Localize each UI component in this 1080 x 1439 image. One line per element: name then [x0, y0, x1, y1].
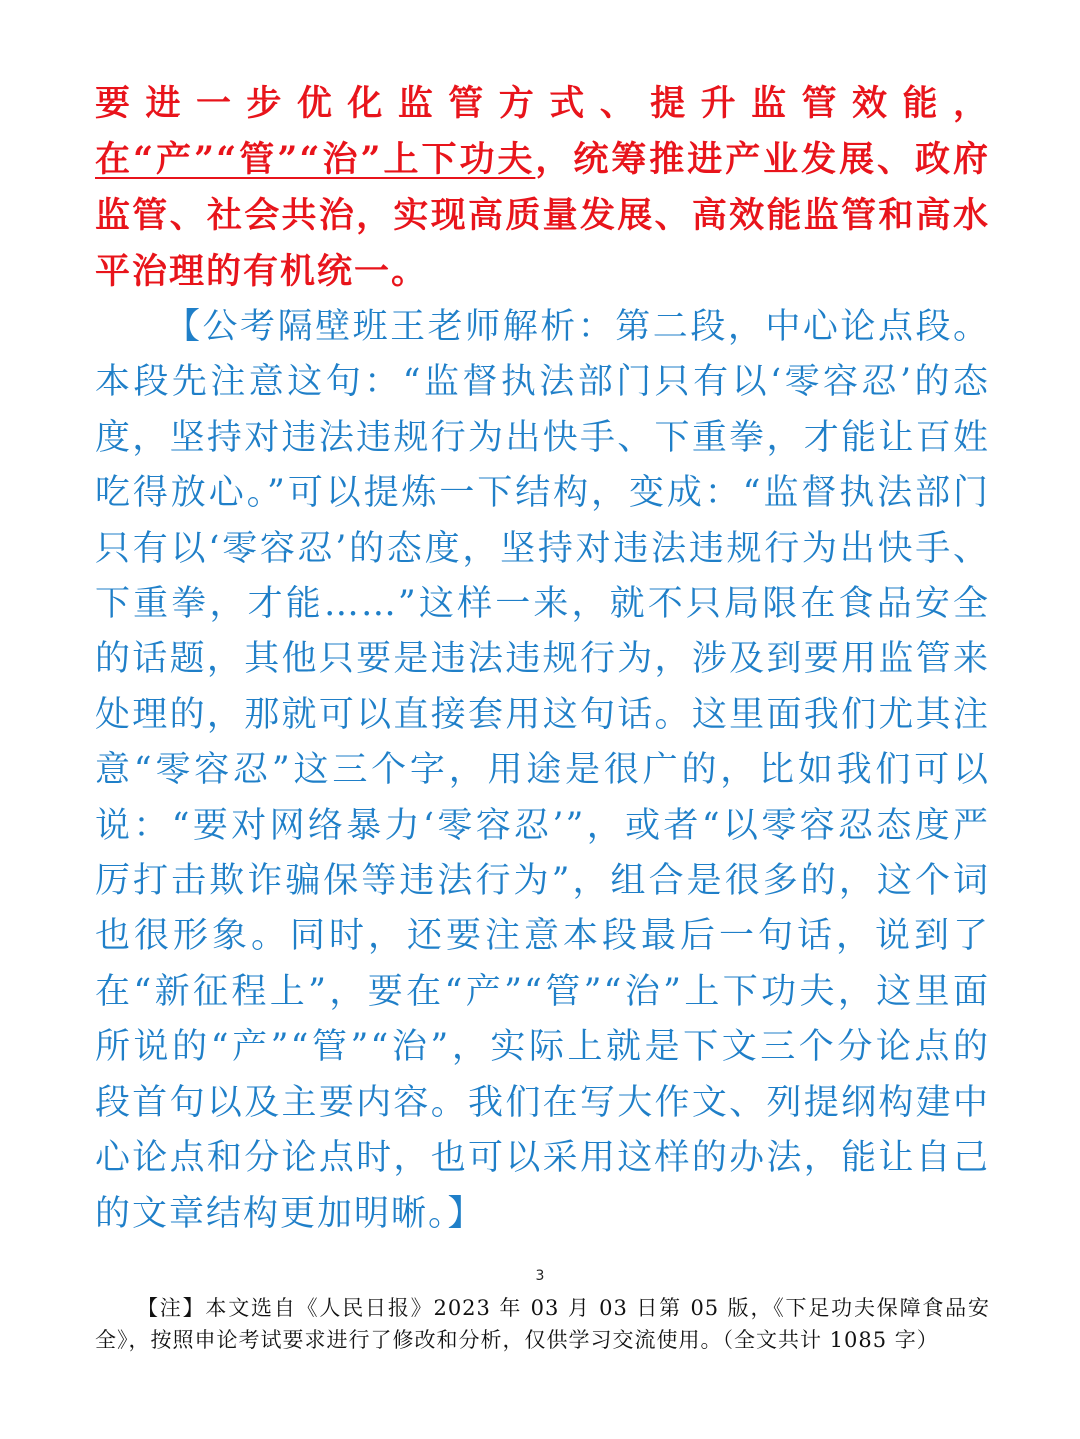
red-underlined-text: 在“产”“管”“治”上下功夫	[95, 139, 536, 180]
red-text-before: 要进一步优化监管方式、提升监管效能，	[95, 83, 990, 124]
red-text-after: ，统筹推进产业发展、政府监管、社会共治，实现高质量发展、高效能监管和高水平治理的有机统一。	[95, 139, 990, 292]
analysis-paragraph: 【公考隔壁班王老师解析：第二段，中心论点段。本段先注意这句：“监督执法部门只有以‘零容忍’的态度，坚持对违法违规行为出快手、下重拳，才能让百姓吃得放心。”可以提炼一下结构，变成：“监督执法部门只有以‘零容忍’的态度，坚持对违法违规行为出快手、下重拳，才能……”这样一来，就不只局限在食品安全的话题，其他只要是违法违规行为，涉及到要用监管来处理的，那就可以直接套用这句话。这里面我们尤其注意“零容忍”这三个字，用途是很广的，比如我们可以说：“要对网络暴力‘零容忍’”，或者“以零容忍态度严厉打击欺诈骗保等违法行为”，组合是很多的，这个词也很形象。同时，还要注意本段最后一句话，说到了在“新征程上”，要在“产”“管”“治”上下功夫，这里面所说的“产”“管”“治”，实际上就是下文三个分论点的段首句以及主要内容。我们在写大作文、列提纲构建中心论点和分论点时，也可以采用这样的办法，能让自己的文章结构更加明晰。】	[95, 307, 990, 1234]
footnote: 【注】本文选自《人民日报》2023 年 03 月 03 日第 05 版，《下足功夫保障食品安全》，按照申论考试要求进行了修改和分析，仅供学习交流使用。（全文共计 1085 字）	[95, 1296, 990, 1352]
red-highlight-paragraph	[95, 76, 990, 300]
page-number: 3	[535, 1268, 545, 1284]
